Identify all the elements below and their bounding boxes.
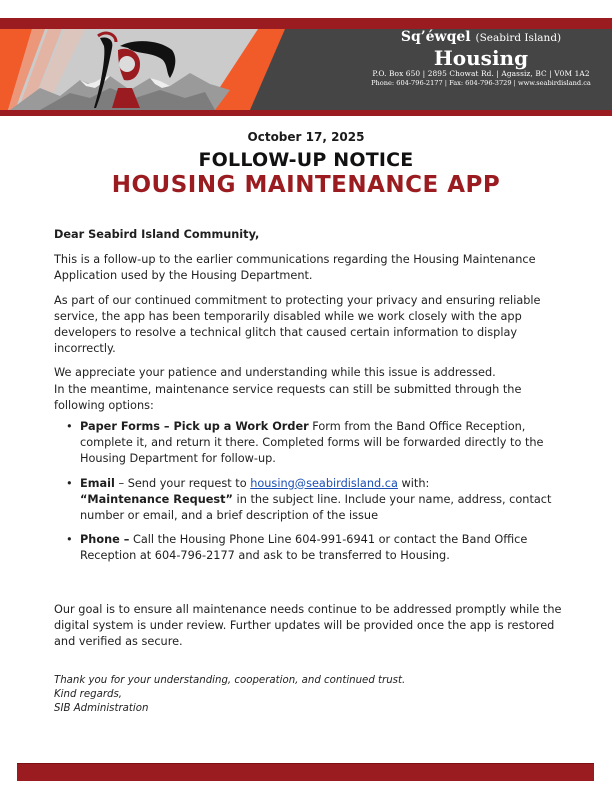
options-intro (54, 365, 564, 414)
option-label: Email (80, 476, 115, 490)
organization-name (350, 29, 612, 47)
options-intro-line-1: We appreciate your patience and understanding while this issue is addressed. (54, 366, 496, 380)
option-text: – Send your request to (114, 476, 251, 490)
org-name-secondary: (Seabird Island) (475, 32, 562, 44)
greeting: Dear Seabird Island Community, (54, 228, 260, 241)
closing-text: Our goal is to ensure all maintenance needs continue to be addressed promptly while the digital system is under review. Further updates will be provided once the app is restored and verified as secure. (54, 603, 562, 649)
signoff (54, 672, 405, 717)
notice-title: FOLLOW-UP NOTICE (198, 149, 414, 171)
org-name-primary: Sq’éwqel (400, 29, 471, 45)
organization-block (350, 29, 612, 88)
closing-paragraph (54, 602, 574, 651)
notice-subtitle: HOUSING MAINTENANCE APP (111, 172, 501, 198)
department-name: Housing (433, 46, 529, 70)
regards-line: Kind regards, (54, 689, 123, 700)
options-list (54, 419, 564, 565)
option-text: in the subject line. Include your name, address, contact number or email, and a brief description of the issue (80, 492, 552, 523)
bottom-red-bar (0, 110, 612, 116)
footer-bar (17, 763, 594, 781)
option-label: Paper Forms – Pick up a Work Order (80, 420, 309, 434)
email-link[interactable]: housing@seabirdisland.ca (250, 476, 398, 490)
paragraph: This is a follow-up to the earlier communications regarding the Housing Maintenance Application used by the Housing Department. (54, 253, 536, 283)
option-email (66, 476, 564, 525)
bullet-icon: • (66, 533, 73, 547)
signature: SIB Administration (54, 703, 149, 714)
email-subject-label: “Maintenance Request” (80, 492, 233, 506)
option-phone (66, 532, 564, 564)
letter-body (54, 227, 564, 573)
paragraph: As part of our continued commitment to protecting your privacy and ensuring reliable service, the app has been temporarily disabled while we work closely with the app developers to resolve a technical glitch that caused certain information to display incorrectly. (54, 293, 541, 356)
notice-date: October 17, 2025 (247, 130, 365, 144)
option-text: with: (397, 476, 430, 490)
options-intro-line-2: In the meantime, maintenance service requests can still be submitted through the following options: (54, 382, 522, 412)
option-label: Phone – (80, 533, 130, 547)
option-text: Call the Housing Phone Line 604-991-6941 or contact the Band Office Reception at 604-796-2177 and ask to be transferred to Housing. (80, 533, 528, 563)
mailing-address: P.O. Box 650 | 2895 Chowat Rd. | Agassiz, BC | V0M 1A2 (372, 69, 590, 78)
contact-line: Phone: 604-796-2177 | Fax: 604-796-3729 | www.seabirdisland.ca (371, 79, 591, 87)
bullet-icon: • (66, 476, 73, 490)
option-text: Form from the Band Office Reception, complete it, and return it there. Completed forms will be forwarded directly to the Housing Department for follow-up. (80, 420, 544, 466)
top-red-bar (0, 18, 612, 29)
option-paper-forms (66, 419, 564, 468)
thanks-line: Thank you for your understanding, cooperation, and continued trust. (54, 675, 406, 686)
bullet-icon: • (66, 420, 73, 434)
letterhead-banner (0, 18, 612, 116)
